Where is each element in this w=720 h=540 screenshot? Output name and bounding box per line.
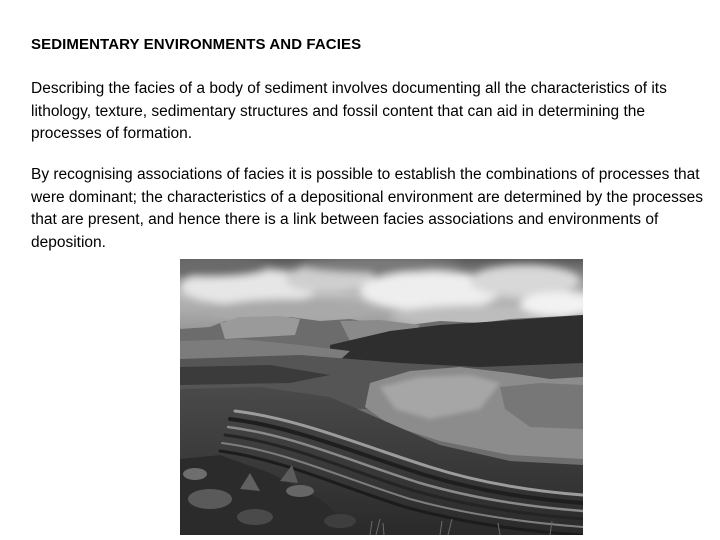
- slide-title: SEDIMENTARY ENVIRONMENTS AND FACIES: [31, 36, 362, 53]
- outcrop-illustration: [180, 259, 583, 535]
- paragraph-facies-description: Describing the facies of a body of sediment involves documenting all the characteristics of its lithology, texture, sedimentary structures and fossil content that can aid in determining the processes of formation.: [31, 80, 667, 142]
- sedimentary-outcrop-photo: [180, 259, 583, 535]
- paragraph-facies-associations: By recognising associations of facies it is possible to establish the combinations of processes that were dominant; the characteristics of a depositional environment are determined by the processes that are present, and hence there is a link between facies associations and environments of deposition.: [31, 166, 704, 251]
